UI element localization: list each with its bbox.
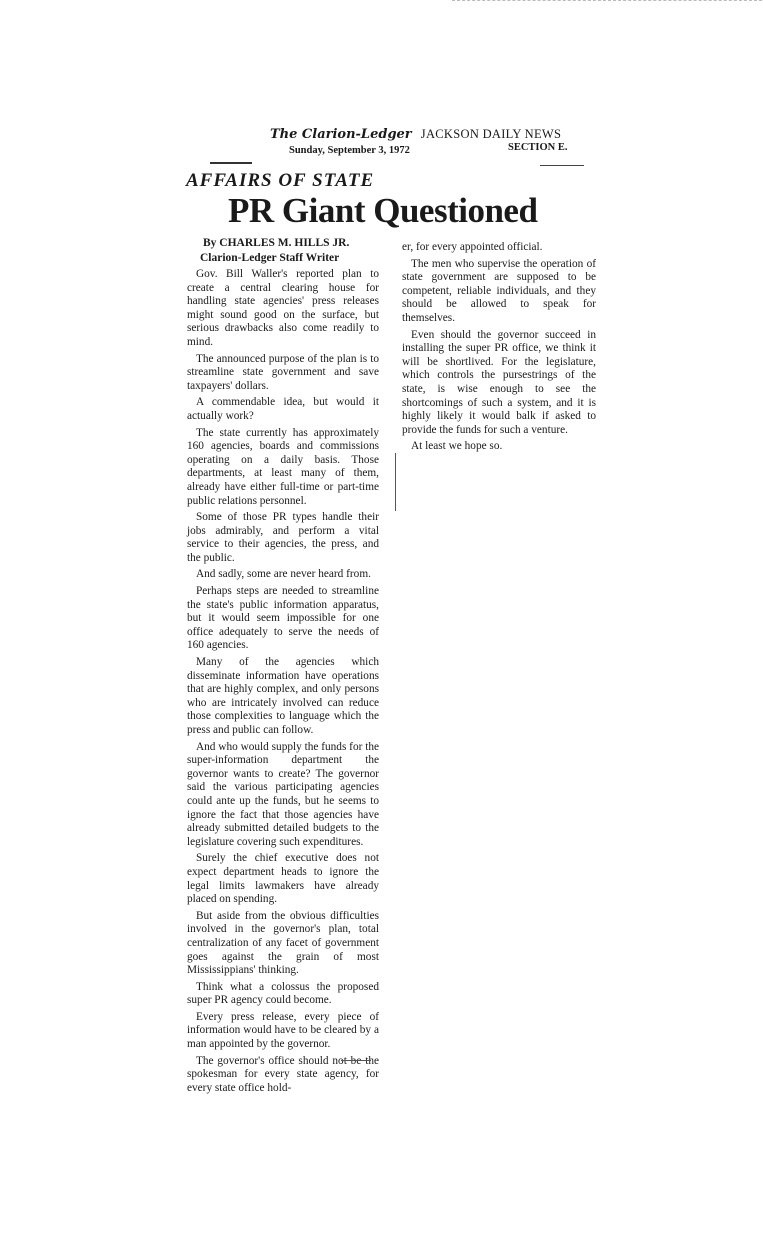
column-rule [395, 453, 396, 511]
paragraph: The state currently has approximately 160 agencies, boards and commissions operating on a daily basis. Those departments, at least many of them, already have either full-time or part-time public relations personnel. [187, 426, 379, 507]
paragraph: At least we hope so. [411, 440, 503, 453]
divider [341, 1060, 371, 1061]
paragraph: The men who supervise the operation of state government are supposed to be competent, reliable individuals, and they should be allowed to speak for themselves. [402, 257, 596, 324]
paragraph: Even should the governor succeed in installing the super PR office, we think it will be shortlived. For the legislature, which controls the pursestrings of the state, is wise enough to see the shortcomings of such a system, and it is highly likely it would balk if asked to provide the funds for such a venture. [402, 328, 596, 436]
paragraph: A commendable idea, but would it actually work? [187, 396, 379, 422]
divider [540, 165, 584, 166]
column-kicker: AFFAIRS OF STATE [186, 170, 375, 191]
paragraph: And sadly, some are never heard from. [196, 568, 371, 581]
article-column-1 [187, 268, 379, 1098]
byline-author: By CHARLES M. HILLS JR. [203, 237, 350, 249]
paragraph: Think what a colossus the proposed super PR agency could become. [187, 980, 379, 1007]
paragraph: er, for every appointed official. [402, 241, 543, 253]
byline-title: Clarion-Ledger Staff Writer [200, 252, 340, 264]
section-label: SECTION E. [508, 142, 568, 153]
headline: PR Giant Questioned [228, 191, 538, 230]
newspaper-name-secondary: JACKSON DAILY NEWS [420, 127, 562, 141]
paragraph: Some of those PR types handle their jobs admirably, and perform a vital service to their agencies, the press, and the public. [187, 511, 379, 564]
masthead [270, 127, 600, 142]
paragraph: Perhaps steps are needed to streamline the state's public information apparatus, but it would seem impossible for one office adequately to serve the needs of 160 agencies. [187, 585, 379, 652]
paragraph: But aside from the obvious difficulties involved in the governor's plan, total centralization of any facet of government goes against the grain of most Mississippians' thinking. [187, 909, 379, 977]
paragraph: Gov. Bill Waller's reported plan to create a central clearing house for handling state agencies' press releases might sound good on the surface, but serious drawbacks also come readily to mind. [187, 268, 379, 348]
paragraph: Every press release, every piece of information would have to be cleared by a man appointed by the governor. [187, 1010, 379, 1051]
scan-border [452, 0, 762, 1]
paragraph: And who would supply the funds for the super-information department the governor wants to create? The governor said the various participating agencies could ante up the funds, but he seems to ignore the fact that those agencies have already submitted detailed budgets to the legislature covering such expenditures. [187, 740, 379, 848]
newspaper-name: The Clarion-Ledger [270, 127, 412, 142]
paragraph: Many of the agencies which disseminate information have operations that are highly complex, and only persons who are intricately involved can reduce those complexities to language which the press and public can follow. [187, 656, 379, 736]
dateline: Sunday, September 3, 1972 [289, 145, 410, 156]
paragraph: Surely the chief executive does not expect department heads to ignore the legal limits lawmakers have already placed on spending. [187, 852, 379, 906]
paragraph: The governor's office should not be the spokesman for every state agency, for every state office hold- [187, 1054, 379, 1094]
article-column-2 [402, 241, 596, 457]
paragraph: The announced purpose of the plan is to streamline state government and save taxpayers' dollars. [187, 352, 379, 392]
byline [200, 236, 350, 266]
divider [210, 162, 252, 164]
